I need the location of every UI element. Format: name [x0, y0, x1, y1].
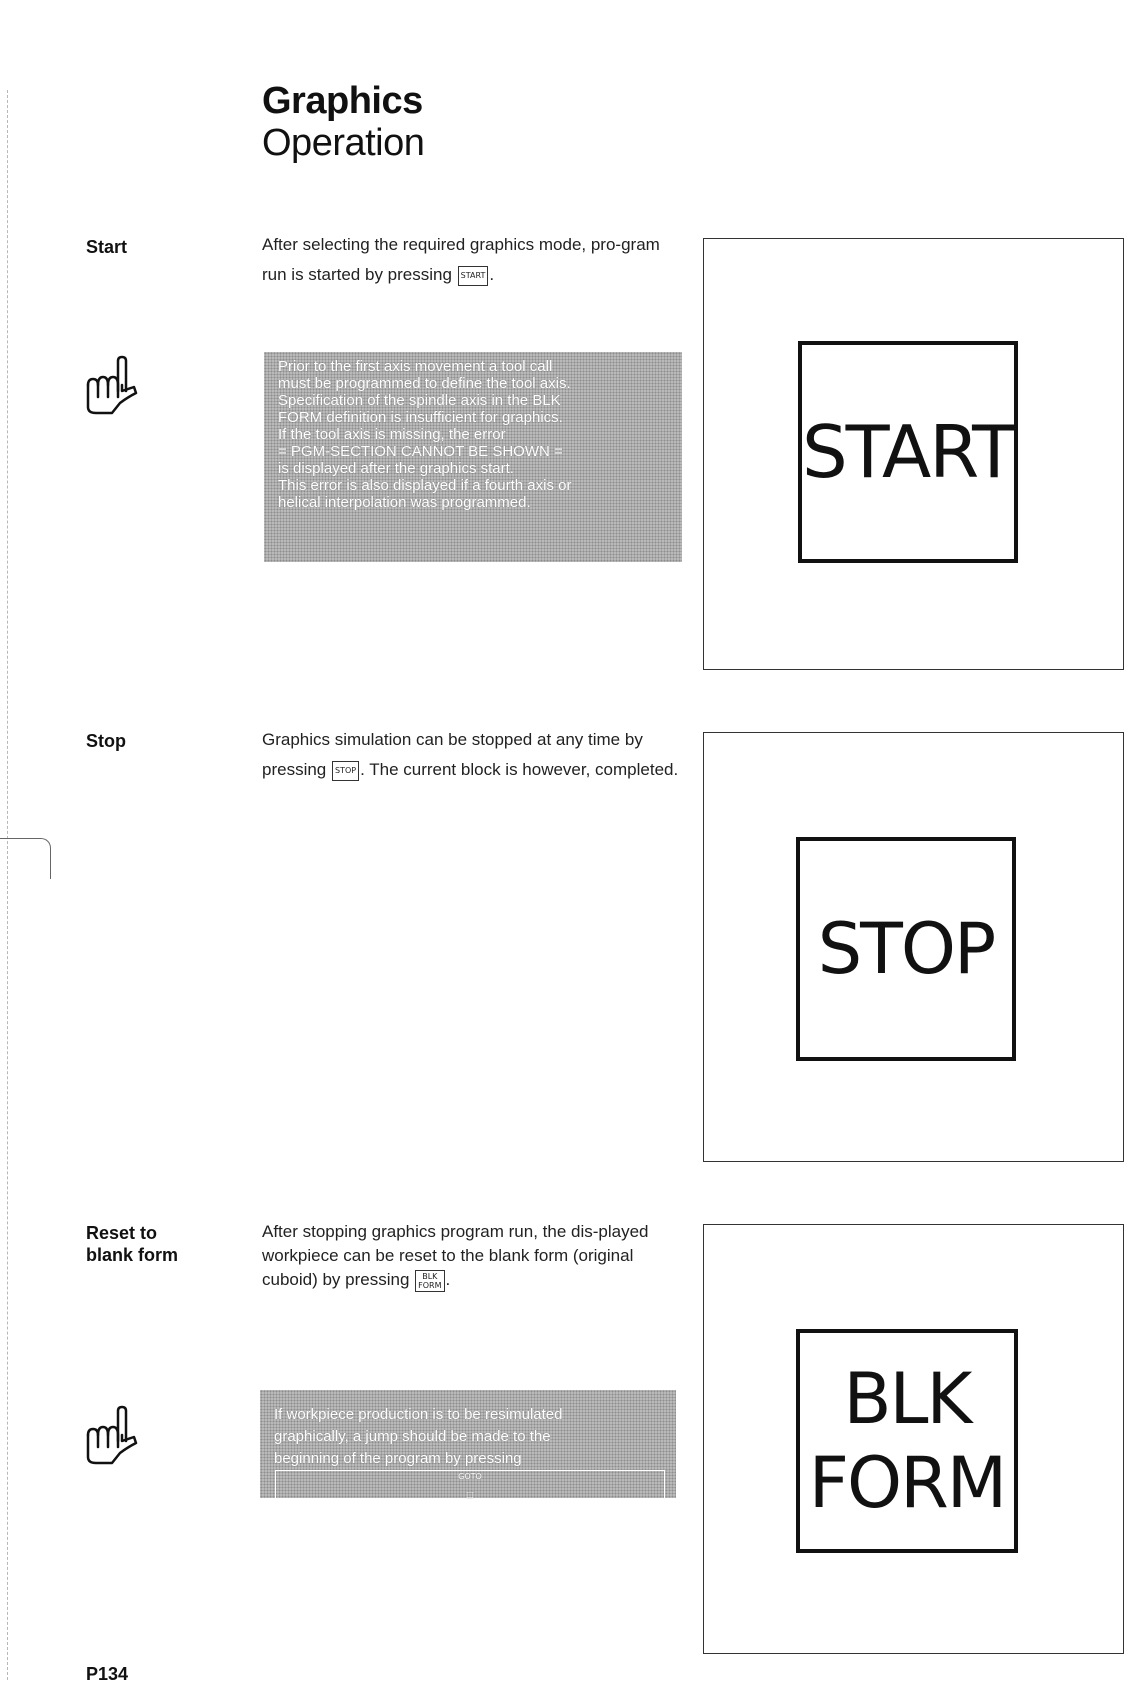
margin-line	[7, 90, 8, 1680]
start-note-line: helical interpolation was programmed.	[278, 494, 531, 511]
blk-form-figure-frame	[703, 1224, 1124, 1654]
blk-form-key-line1: BLK	[422, 1271, 438, 1281]
goto-key-line1: GOTO	[458, 1472, 482, 1481]
page-number: P134	[86, 1664, 129, 1684]
reset-label-line2: blank form	[86, 1245, 179, 1265]
reset-note-text: beginning of the program by pressing	[274, 1450, 522, 1467]
stop-paragraph	[262, 725, 682, 785]
blk-form-figure-line2: FORM	[808, 1442, 1006, 1524]
goto-key-line2: □	[466, 1490, 474, 1499]
start-note-line: Prior to the first axis movement a tool call	[278, 358, 553, 375]
start-note-box	[264, 352, 682, 562]
start-key-figure-label: START	[801, 410, 1015, 494]
blk-form-key-icon	[415, 1270, 444, 1292]
page-title: Graphics	[262, 80, 423, 122]
reset-label-line1: Reset to	[86, 1223, 158, 1243]
blk-form-figure-line1: BLK	[843, 1358, 971, 1440]
start-note-line: This error is also displayed if a fourth axis or	[278, 477, 572, 494]
start-key-icon: START	[458, 266, 489, 286]
reset-note-line: If workpiece production is to be resimulated	[274, 1406, 563, 1423]
start-note-line: must be programmed to define the tool axis.	[278, 375, 571, 392]
start-note-line: = PGM-SECTION CANNOT BE SHOWN =	[278, 443, 563, 460]
stop-text: Graphics simulation can be stopped at any time by pressing	[262, 730, 643, 779]
blk-form-key-line2: FORM	[418, 1280, 442, 1290]
reset-paragraph	[262, 1220, 682, 1292]
start-text-end: .	[489, 265, 495, 284]
stop-key-figure-label: STOP	[817, 908, 995, 990]
goto-key-icon	[275, 1470, 665, 1501]
start-note-line: is displayed after the graphics start.	[278, 460, 514, 477]
stop-key-icon: STOP	[332, 761, 359, 781]
page-subtitle: Operation	[262, 122, 425, 164]
start-text: After selecting the required graphics mode, pro-gram run is started by pressing	[262, 235, 660, 284]
reset-note-box	[260, 1390, 676, 1498]
pointing-hand-icon	[82, 355, 148, 421]
reset-text: After stopping graphics program run, the dis-played workpiece can be reset to the blank form (original cuboid) by pressing	[262, 1222, 649, 1289]
section-label-reset	[86, 1222, 178, 1266]
stop-text-end: . The current block is however, completed.	[360, 760, 679, 779]
section-label-start: Start	[86, 237, 128, 257]
start-figure-frame	[703, 238, 1124, 670]
section-label-stop: Stop	[86, 731, 126, 751]
pointing-hand-icon	[82, 1405, 148, 1471]
start-key-figure	[798, 341, 1018, 563]
start-note-line: If the tool axis is missing, the error	[278, 426, 506, 443]
reset-note-line	[274, 1448, 666, 1501]
stop-figure-frame	[703, 732, 1124, 1162]
start-note-line: Specification of the spindle axis in the BLK	[278, 392, 561, 409]
reset-text-end: .	[445, 1270, 451, 1289]
reset-note-line: graphically, a jump should be made to the	[274, 1428, 551, 1445]
stop-key-figure	[796, 837, 1016, 1061]
blk-form-key-figure	[796, 1329, 1018, 1553]
start-paragraph	[262, 230, 682, 290]
margin-notch	[0, 838, 51, 879]
start-note-line: FORM definition is insufficient for graphics.	[278, 409, 563, 426]
